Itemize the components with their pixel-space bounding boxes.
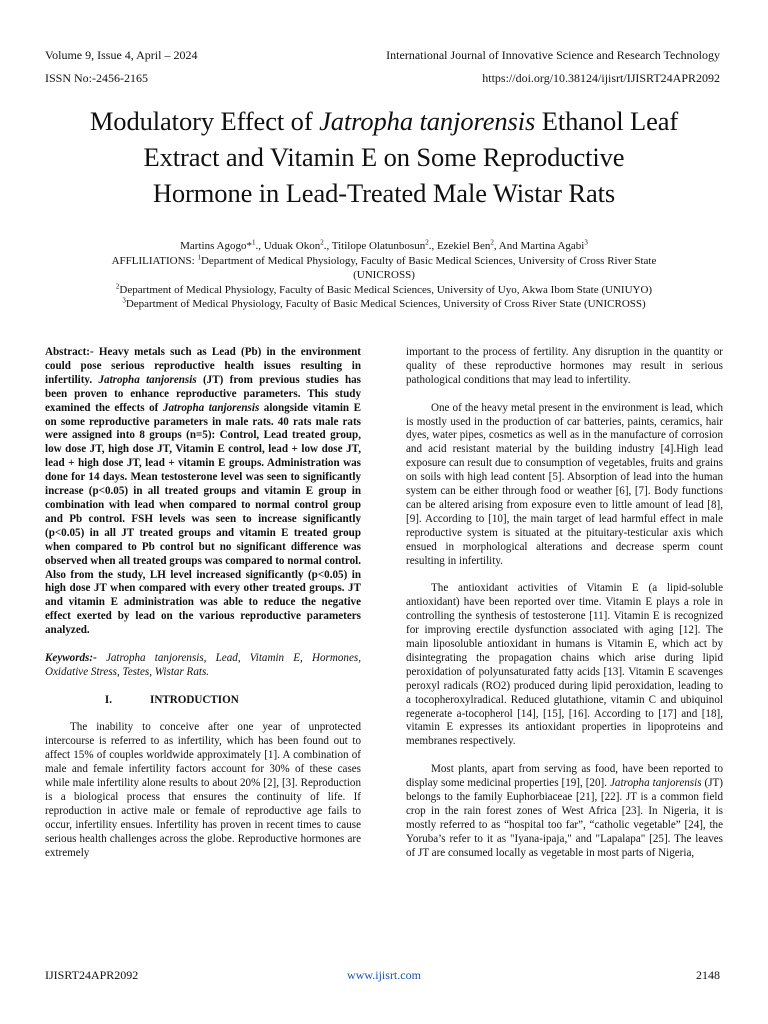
body-paragraph [406,763,723,860]
doi-link[interactable]: https://doi.org/10.38124/ijisrt/IJISRT24APR2092 [482,71,720,85]
affiliation-1-cont: (UNICROSS) [353,269,415,282]
page-number: 2148 [696,968,720,982]
title-species: Jatropha tanjorensis [319,106,536,136]
keywords [45,652,361,680]
affiliation-text: Department of Medical Physiology, Faculty of Basic Medical Sciences, University of Cross River State [200,254,657,267]
abstract-text: alongside vitamin E on some reproductive parameters in male rats. 40 rats male rats were assigned into 8 groups (n=5): Control, Lead treated group, low dose JT, high dose JT, Vitamin E control, lead + low dose JT, lead + high dose JT, lead + vitamin E groups. Administration was done for 14 days. Mean testosterone level was seen to significantly increase (p<0.05) in all treated groups and vitamin E group in combination with lead when compared to normal control group and Pb control. FSH levels was seen to increase significantly (p<0.05) in all JT treated groups and vitamin E treated group when compared to Pb control but no significant difference was observed when all treated groups was compared to normal control. Also from the study, LH level increased significantly (p<0.05) in high dose JT when compared with every other treated groups. JT and vitamin E administration was able to reduce the negative effect exerted by lead on the various reproductive parameters analyzed. [45,401,361,637]
author-block [30,239,738,312]
keywords-text: Jatropha tanjorensis, Lead, Vitamin E, Hormones, Oxidative Stress, Testes, Wistar Rats. [45,651,361,678]
author-sup: 3 [584,238,588,247]
title-line: Hormone in Lead-Treated Male Wistar Rats [152,178,616,208]
abstract-species: Jatropha tanjorensis [162,401,260,414]
author-name: ., Ezekiel Ben [428,240,491,252]
author-list [30,239,738,254]
abstract-label: Abstract:- [45,346,99,358]
footer-id: IJISRT24APR2092 [45,968,139,982]
paragraph-text: Most plants, apart from serving as food, have been reported to display some medicinal properties [19], [20]. [406,763,723,790]
journal-name: International Journal of Innovative Science and Research Technology [386,48,720,62]
body-paragraph: important to the process of fertility. Any disruption in the quantity or quality of these reproductive hormones may result in serious pathological conditions that may lead to infertility. [406,346,723,386]
abstract [45,346,361,638]
author-name: Martins Agogo* [180,240,252,252]
right-column [406,346,723,860]
keywords-label: Keywords:- [45,651,106,664]
paragraph-species: Jatropha tanjorensis [609,777,702,790]
affiliation-sup: 1 [197,252,201,261]
author-sup: 2 [490,238,494,247]
body-paragraph: The antioxidant activities of Vitamin E (a lipid-soluble antioxidant) have been reported over time. Vitamin E plays a role in controlling the synthesis of testosterone [11]. Vitamin E is recognized for improving erectile dysfunction associated with aging [12]. The main liposoluble antioxidant in humans is Vitamin E, which act by disintegrating the propagation chains which arise during lipid peroxidation of polyunsaturated fatty acids [13]. Vitamin E scavenges peroxyl radicals (RO2) produced during lipid peroxidation, leading to a tocopheroxylradical. Reduced glutathione, vitamin C and ubiquinol regenerate a-tocopherol [14], [15], [16]. According to [17] and [18], vitamin E expresses its antioxidant properties in lipoproteins and membranes respectively. [406,582,723,748]
author-name: ., Uduak Okon [255,240,321,252]
paragraph-text: (JT) belongs to the family Euphorbiaceae [21], [22]. JT is a common field crop in the rain forest zones of West Africa [23]. In Nigeria, it is mostly referred to as “hospital too far”, “catholic vegetable” [24], the Yoruba’s refer to it as "Iyana-ipaja," and "Lapalapa" [25]. The leaves of JT are consumed locally as vegetable in most parts of Nigeria, [406,777,723,859]
affiliation-sup: 2 [115,282,120,291]
author-name: ., Titilope Olatunbosun [323,240,426,252]
affiliation-1 [30,254,738,269]
affiliation-sup: 3 [122,296,126,305]
section-title: INTRODUCTION [150,693,239,706]
abstract-text: (JT) from previous studies has been proven to enhance reproductive parameters. This study examined the effects of [45,373,361,414]
affiliation-text: Department of Medical Physiology, Faculty of Basic Medical Sciences, University of Uyo, Akwa Ibom State (UNIUYO) [119,283,653,296]
title-line: Extract and Vitamin E on Some Reproductive [143,142,625,172]
author-sup: 2 [320,238,324,247]
body-paragraph: One of the heavy metal present in the environment is lead, which is mostly used in the production of car batteries, paints, ceramics, hair dyes, water pipes, cosmetics as well as in the manufacture of corrosion and acid resistant material by the building industry [4].High lead exposure can result due to consumption of vegetables, fruits and grains on soils with high lead content [5]. Absorption of lead into the human system can be either through food or weather [6], [7]. Body functions can be altered arising from exposure even to little amount of lead [8], [9]. According to [10], the main target of lead harmful effect in male reproductive system is situated at the pituitary-testicular axis which ensued in morphological alterations and decrease sperm count resulting in infertility. [406,401,723,567]
title-text: Modulatory Effect of [89,106,320,136]
abstract-text: Heavy metals such as Lead (Pb) in the environment could pose serious reproductive health issues resulting in infertility. [45,346,361,386]
footer-website-link[interactable]: www.ijisrt.com [347,968,421,982]
issn: ISSN No:-2456-2165 [45,71,149,85]
section-number: I. [104,693,112,706]
author-sup: 2 [425,238,429,247]
section-heading [45,694,361,708]
author-sup: 1 [251,238,256,247]
affiliation-label: AFFLILIATIONS: [111,254,198,267]
paper-title [30,103,738,211]
author-name: , And Martina Agabi [493,240,585,252]
volume-info: Volume 9, Issue 4, April – 2024 [45,48,198,62]
affiliation-text: Department of Medical Physiology, Faculty of Basic Medical Sciences, University of Cross River State (UNICROSS) [125,298,646,311]
title-text: Ethanol Leaf [535,106,679,136]
left-column [45,346,361,860]
affiliation-3 [30,297,738,312]
intro-paragraph: The inability to conceive after one year of unprotected intercourse is referred to as infertility, which has been found out to affect 15% of couples worldwide approximately [1]. A combination of male and female infertility factors account for 30% of these cases while male infertility alone results to about 20% [2], [3]. Reproduction is a biological process that ensures the continuity of life. If reproduction in active male or female of reproductive age fails to occur, infertility ensues. Infertility has proven in recent times to cause serious health challenges across the globe. Reproductive hormones are extremely [45,721,361,859]
abstract-species: Jatropha tanjorensis [98,373,197,386]
affiliation-2 [30,283,738,298]
